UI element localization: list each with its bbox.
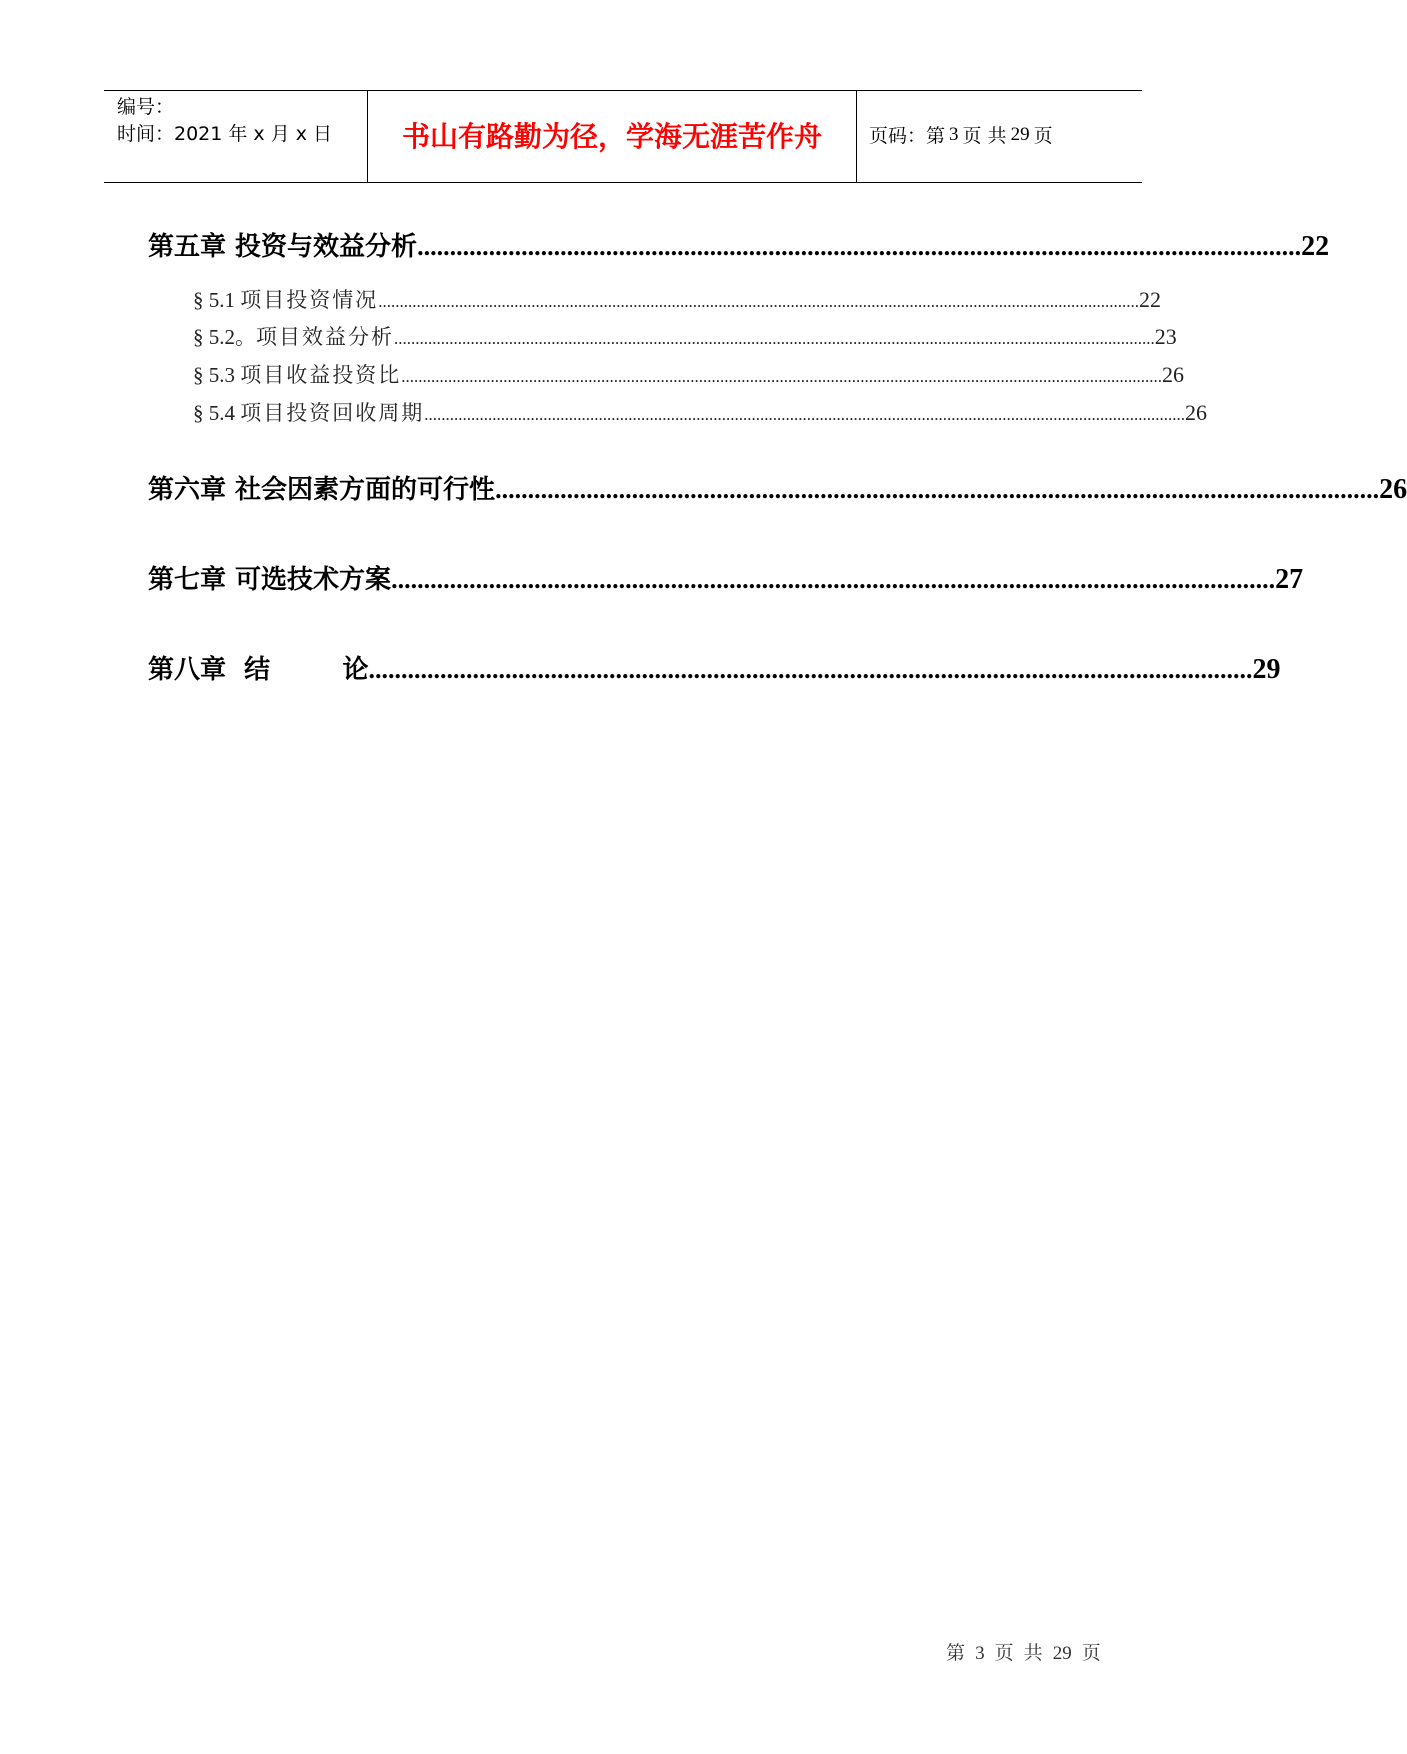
toc-leader-dots: ................................................................................................................................................................................... — [394, 329, 1155, 348]
toc-entry-title: 第五章 投资与效益分析 — [148, 232, 418, 262]
toc-entry-section-5-4[interactable] — [148, 397, 1207, 427]
toc-leader-dots: ........................................................................................................................................ — [368, 655, 1253, 684]
toc-section-number: § 5.4 — [193, 401, 241, 425]
toc-leader-dots: ................................................................................................................................................................................... — [378, 292, 1139, 311]
toc-section-title: 项目收益投资比 — [240, 363, 402, 387]
toc-entry-page: 22 — [1301, 231, 1330, 262]
toc-entry-chapter-8[interactable] — [148, 649, 1281, 686]
toc-leader-dots: ........................................................................................................................................ — [391, 565, 1276, 594]
toc-entry-title: 第八章 结 论 — [148, 655, 369, 685]
toc-entry-page: 29 — [1252, 654, 1281, 685]
toc-leader-dots: ................................................................................................................................................................................... — [401, 367, 1162, 386]
header-motto: 书山有路勤为径，学海无涯苦作舟 — [368, 91, 857, 182]
toc-leader-dots: ................................................................................................................................................................................... — [424, 405, 1185, 424]
header-page-suffix: 页 — [1033, 125, 1053, 147]
toc-section-number: § 5.3 — [193, 363, 241, 387]
toc-entry-page: 23 — [1154, 324, 1177, 349]
toc-entry-title: 第七章 可选技术方案 — [148, 565, 392, 595]
toc-section-title: 项目投资情况 — [240, 288, 379, 312]
footer-page-current: 3 — [975, 1643, 985, 1664]
toc-entry-chapter-6[interactable] — [148, 469, 1407, 506]
toc-leader-dots: ........................................................................................................................................ — [417, 232, 1302, 261]
footer-prefix: 第 — [946, 1642, 966, 1664]
document-time: 时间：2021 年 x 月 x 日 — [117, 123, 333, 145]
footer-suffix: 页 — [1081, 1642, 1101, 1664]
toc-section-title: 项目效益分析 — [256, 325, 394, 349]
toc-entry-page: 26 — [1185, 400, 1207, 425]
toc-entry-page: 26 — [1379, 474, 1407, 505]
toc-entry-page: 22 — [1139, 287, 1161, 312]
toc-entry-page: 26 — [1162, 362, 1184, 387]
header-page-info — [857, 91, 1142, 182]
toc-entry-title — [193, 284, 378, 314]
toc-entry-title — [193, 359, 401, 389]
footer-page-total: 29 — [1052, 1643, 1072, 1664]
toc-entry-title — [193, 321, 394, 351]
toc-entry-title: 第六章 社会因素方面的可行性 — [148, 475, 496, 505]
toc-entry-chapter-5[interactable] — [148, 226, 1330, 263]
toc-section-title: 项目投资回收周期 — [240, 401, 425, 425]
toc-entry-chapter-7[interactable] — [148, 559, 1304, 596]
document-number-label: 编号： — [117, 96, 175, 118]
toc-leader-dots: ........................................................................................................................................ — [495, 475, 1380, 504]
page-footer — [946, 1638, 1101, 1665]
toc-entry-section-5-3[interactable] — [148, 359, 1184, 389]
toc-section-number: § 5.2。 — [193, 325, 256, 349]
toc-entry-section-5-1[interactable] — [148, 284, 1161, 314]
footer-mid: 页 共 — [994, 1642, 1043, 1664]
toc-entry-title — [193, 397, 424, 427]
header-meta — [104, 91, 368, 182]
toc-section-number: § 5.1 — [193, 288, 241, 312]
toc-entry-page: 27 — [1275, 564, 1304, 595]
header-page-prefix: 页码：第 — [869, 125, 946, 147]
header-page-total: 29 — [1010, 123, 1030, 145]
header-page-mid: 页 共 — [962, 125, 1007, 147]
header-page-current: 3 — [949, 123, 959, 145]
page-header — [104, 90, 1142, 183]
toc-entry-section-5-2[interactable] — [148, 321, 1177, 351]
